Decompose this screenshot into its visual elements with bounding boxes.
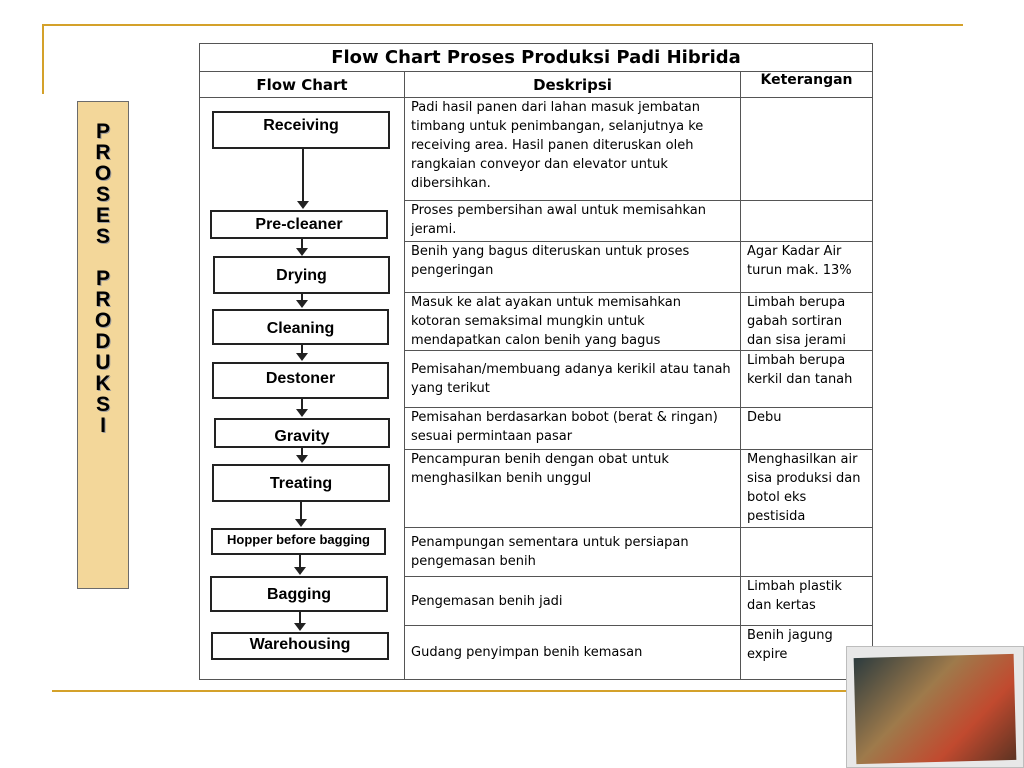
description-cell: Pemisahan berdasarkan bobot (berat & ringan) sesuai permintaan pasar (405, 408, 741, 450)
side-label-letter: D (95, 330, 111, 353)
arrow-down-icon (301, 399, 303, 411)
side-label-letter: I (100, 414, 106, 437)
description-cell: Pencampuran benih dengan obat untuk menghasilkan benih unggul (405, 450, 741, 528)
description-cell: Pemisahan/membuang adanya kerikil atau tanah yang terikut (405, 351, 741, 408)
arrow-down-icon (299, 555, 301, 569)
arrow-down-icon (301, 448, 303, 457)
header-keterangan: Keterangan (741, 72, 873, 98)
flow-step-destoner: Destoner (212, 362, 389, 399)
side-label-letter: K (95, 372, 111, 395)
side-label-letter: U (95, 351, 111, 374)
flow-step-pre-cleaner: Pre-cleaner (210, 210, 388, 239)
description-cell: Padi hasil panen dari lahan masuk jembatan timbang untuk penimbangan, selanjutnya ke receiving area. Hasil panen diteruskan oleh rangkaian conveyor dan elevator untuk dibersihkan. (405, 98, 741, 201)
note-cell: Menghasilkan air sisa produksi dan botol eks pestisida (741, 450, 873, 528)
description-cell: Gudang penyimpan benih kemasan (405, 626, 741, 680)
arrow-down-icon (302, 149, 304, 203)
side-label-letter: E (95, 204, 110, 227)
side-label-letter: R (95, 141, 111, 164)
description-cell: Masuk ke alat ayakan untuk memisahkan kotoran semaksimal mungkin untuk mendapatkan calon benih yang bagus (405, 293, 741, 351)
note-cell: Limbah berupa kerkil dan tanah (741, 351, 873, 408)
note-cell: Benih jagung expire (741, 626, 873, 680)
side-label-letter: S (95, 225, 110, 248)
side-label-proses-produksi (77, 101, 129, 589)
note-cell (741, 528, 873, 577)
side-label-letter: R (95, 288, 111, 311)
description-cell: Pengemasan benih jadi (405, 577, 741, 626)
flow-step-hopper-before-bagging: Hopper before bagging (211, 528, 386, 555)
flow-step-cleaning: Cleaning (212, 309, 389, 345)
flow-step-receiving: Receiving (212, 111, 390, 149)
note-cell: Debu (741, 408, 873, 450)
side-label-letter: P (95, 267, 110, 290)
arrow-down-icon (301, 239, 303, 250)
description-cell: Benih yang bagus diteruskan untuk proses pengeringan (405, 242, 741, 293)
side-label-letter: S (95, 393, 110, 416)
flow-step-bagging: Bagging (210, 576, 388, 612)
left-accent-line (42, 24, 44, 94)
arrow-down-icon (300, 502, 302, 521)
note-cell: Agar Kadar Air turun mak. 13% (741, 242, 873, 293)
flow-step-gravity: Gravity (214, 418, 390, 448)
note-cell (741, 201, 873, 242)
flow-step-warehousing: Warehousing (211, 632, 389, 660)
arrow-down-icon (299, 612, 301, 625)
description-cell: Penampungan sementara untuk persiapan pengemasan benih (405, 528, 741, 577)
note-cell: Limbah berupa gabah sortiran dan sisa jerami (741, 293, 873, 351)
factory-photo-image (854, 654, 1017, 764)
table-title: Flow Chart Proses Produksi Padi Hibrida (200, 44, 873, 72)
side-label-letter: S (95, 183, 110, 206)
side-label-letter: O (94, 162, 112, 185)
header-deskripsi: Deskripsi (405, 72, 741, 98)
header-flow-chart: Flow Chart (200, 72, 405, 98)
description-cell: Proses pembersihan awal untuk memisahkan jerami. (405, 201, 741, 242)
flow-step-treating: Treating (212, 464, 390, 502)
bottom-accent-line (52, 690, 972, 692)
top-accent-line (42, 24, 963, 26)
factory-photo (846, 646, 1024, 768)
side-label-letter: O (94, 309, 112, 332)
side-label-letter: P (95, 120, 110, 143)
note-cell (741, 98, 873, 201)
note-cell: Limbah plastik dan kertas (741, 577, 873, 626)
flow-step-drying: Drying (213, 256, 390, 294)
arrow-down-icon (301, 294, 303, 302)
arrow-down-icon (301, 345, 303, 355)
